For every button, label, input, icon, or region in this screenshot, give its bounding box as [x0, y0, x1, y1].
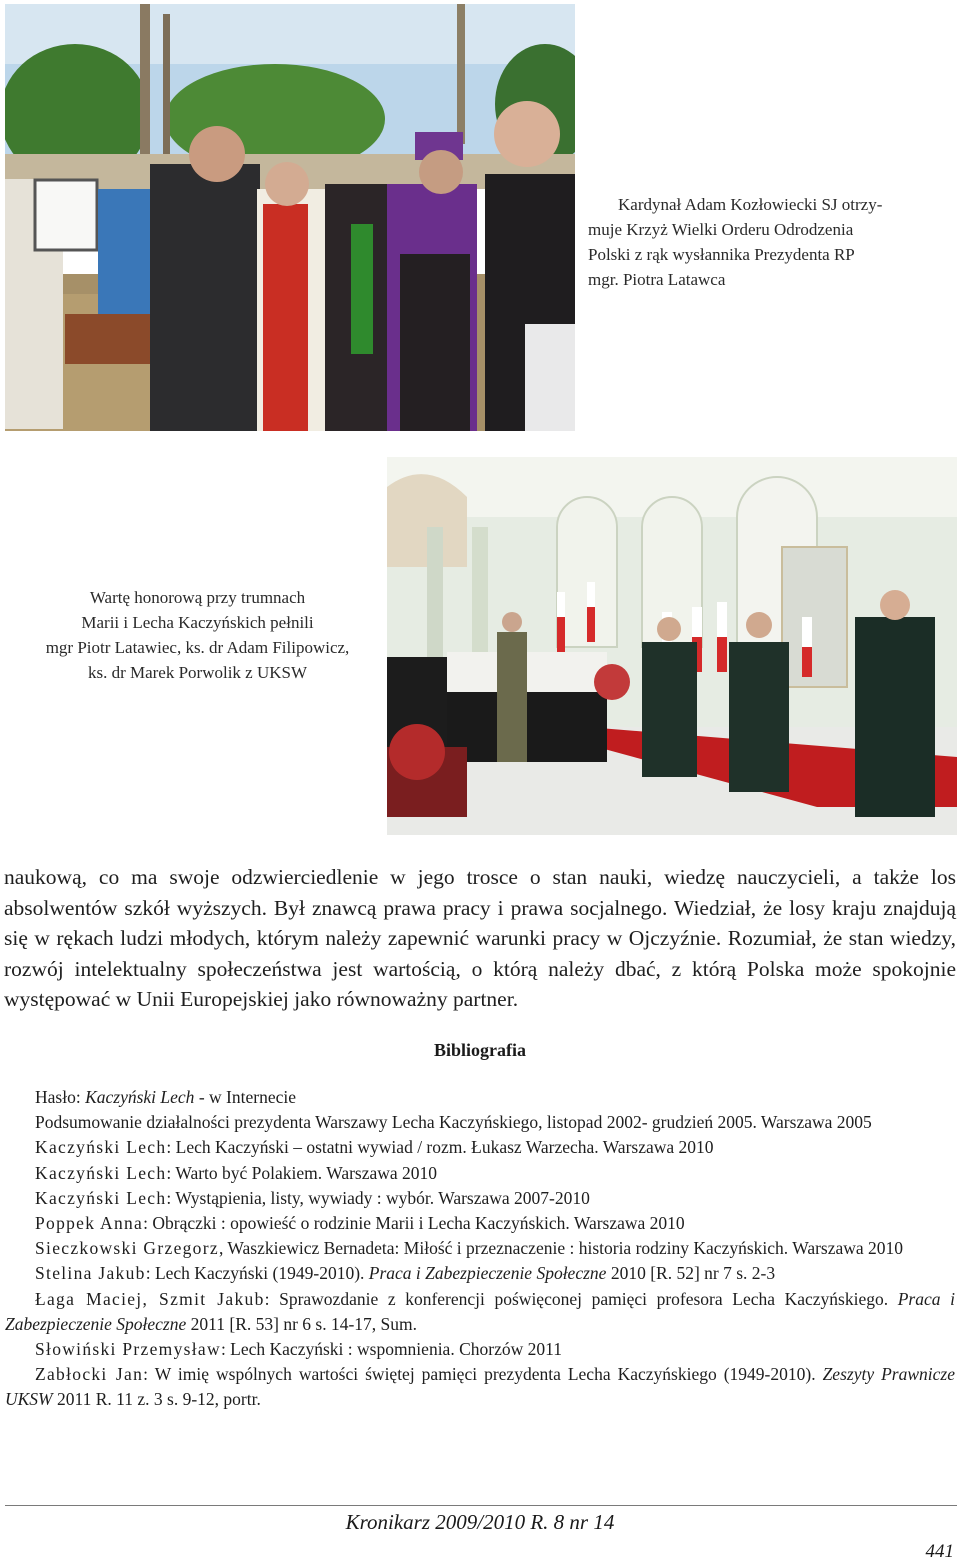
- entry-issue: 2010 [R. 52] nr 7 s. 2-3: [606, 1263, 776, 1284]
- entry-text: : Sprawozdanie z konferencji poświęconej pamięci profesora Lecha Kaczyńskiego.: [264, 1288, 898, 1309]
- bibliography-entry: [5, 1110, 955, 1135]
- entry-journal: Praca i Zabezpieczenie Społeczne: [368, 1263, 607, 1284]
- entry-journal: Zeszyty Prawnicze UKSW: [5, 1364, 955, 1410]
- entry-text: - w Internecie: [194, 1087, 296, 1107]
- caption-line: Polski z rąk wysłannika Prezydenta RP: [588, 245, 855, 264]
- photo1-caption: [588, 192, 958, 292]
- footer-journal-title: Kronikarz 2009/2010 R. 8 nr 14: [345, 1510, 615, 1534]
- bibliography-entry: [5, 1135, 955, 1160]
- bibliography-list: [5, 1085, 955, 1413]
- bibliography-entry: [5, 1236, 955, 1261]
- bibliography-entry: [5, 1211, 955, 1236]
- bibliography-entry: [5, 1362, 955, 1412]
- bibliography-entry: [5, 1085, 955, 1110]
- entry-text: : Lech Kaczyński – ostatni wywiad / rozm. Łukasz Warzecha. Warszawa 2010: [166, 1137, 714, 1158]
- caption-line: muje Krzyż Wielki Orderu Odrodzenia: [588, 220, 854, 239]
- caption-line: Kardynał Adam Kozłowiecki SJ otrzy-: [618, 195, 883, 214]
- bibliography-entry: [5, 1287, 955, 1337]
- bibliography-entry: [5, 1337, 955, 1362]
- entry-journal: Praca i Zabezpieczenie Społeczne: [5, 1288, 955, 1334]
- entry-author: Kaczyński Lech: [35, 1187, 167, 1208]
- photo-cardinal-ceremony: [5, 4, 575, 431]
- entry-text: : W imię wspólnych wartości świętej pamięci prezydenta Lecha Kaczyńskiego (1949-2010).: [143, 1364, 823, 1385]
- caption-line: ks. dr Marek Porwolik z UKSW: [87, 663, 308, 682]
- entry-author: Poppek Anna: [35, 1213, 144, 1234]
- entry-issue: 2011 [R. 53] nr 6 s. 14-17, Sum.: [186, 1313, 418, 1334]
- photo2-caption: [20, 585, 375, 685]
- caption-line: mgr. Piotra Latawca: [588, 270, 726, 289]
- footer-divider: [5, 1505, 957, 1506]
- entry-italic: Kaczyński Lech: [85, 1087, 195, 1107]
- caption-line: Marii i Lecha Kaczyńskich pełnili: [81, 613, 314, 632]
- photo-honour-guard: [387, 457, 957, 835]
- entry-text: , Waszkiewicz Bernadeta: Miłość i przeznaczenie : historia rodziny Kaczyńskich. Warszawa 2010: [218, 1238, 904, 1259]
- caption-line: mgr Piotr Latawiec, ks. dr Adam Filipowicz,: [45, 638, 350, 657]
- entry-author: Słowiński Przemysław: [35, 1339, 221, 1360]
- entry-author: Kaczyński Lech: [35, 1137, 167, 1158]
- bibliography-entry: [5, 1186, 955, 1211]
- entry-author: Zabłocki Jan: [35, 1364, 144, 1385]
- bibliography-entry: [5, 1161, 955, 1186]
- entry-author: Stelina Jakub: [35, 1263, 146, 1284]
- bibliography-entry: [5, 1261, 955, 1286]
- entry-text: : Lech Kaczyński (1949-2010).: [145, 1263, 369, 1284]
- entry-author: Sieczkowski Grzegorz: [35, 1238, 219, 1259]
- bibliography-heading: Bibliografia: [433, 1040, 526, 1060]
- entry-author: Kaczyński Lech: [35, 1162, 167, 1183]
- entry-text: Podsumowanie działalności prezydenta Warszawy Lecha Kaczyńskiego, listopad 2002- grudzień 2005. Warszawa 2005: [35, 1112, 872, 1133]
- entry-text: : Obrączki : opowieść o rodzinie Marii i Lecha Kaczyńskich. Warszawa 2010: [143, 1213, 685, 1234]
- caption-line: Wartę honorową przy trumnach: [89, 588, 306, 607]
- entry-prefix: Hasło:: [35, 1087, 86, 1107]
- entry-issue: 2011 R. 11 z. 3 s. 9-12, portr.: [52, 1389, 261, 1410]
- page-number: 441: [925, 1541, 954, 1562]
- entry-text: : Lech Kaczyński : wspomnienia. Chorzów 2011: [220, 1339, 562, 1360]
- entry-author: Łaga Maciej, Szmit Jakub: [35, 1288, 265, 1309]
- entry-text: : Wystąpienia, listy, wywiady : wybór. Warszawa 2007-2010: [166, 1187, 590, 1208]
- body-paragraph: naukową, co ma swoje odzwierciedlenie w jego trosce o stan nauki, wiedzę nauczycieli, a także los absolwentów szkół wyższych. Był znawcą prawa pracy i prawa socjalnego. Wiedział, że losy kraju znajdują się w rękach ludzi młodych, którym należy zapewnić warunki pracy w Ojczyźnie. Rozumiał, że stan wiedzy, rozwój intelektualny społeczeństwa jest wartością, o którą należy dbać, z którą Polska może spokojnie występować w Unii Europejskiej jako równoważny partner.: [4, 865, 956, 1011]
- entry-text: : Warto być Polakiem. Warszawa 2010: [166, 1162, 438, 1183]
